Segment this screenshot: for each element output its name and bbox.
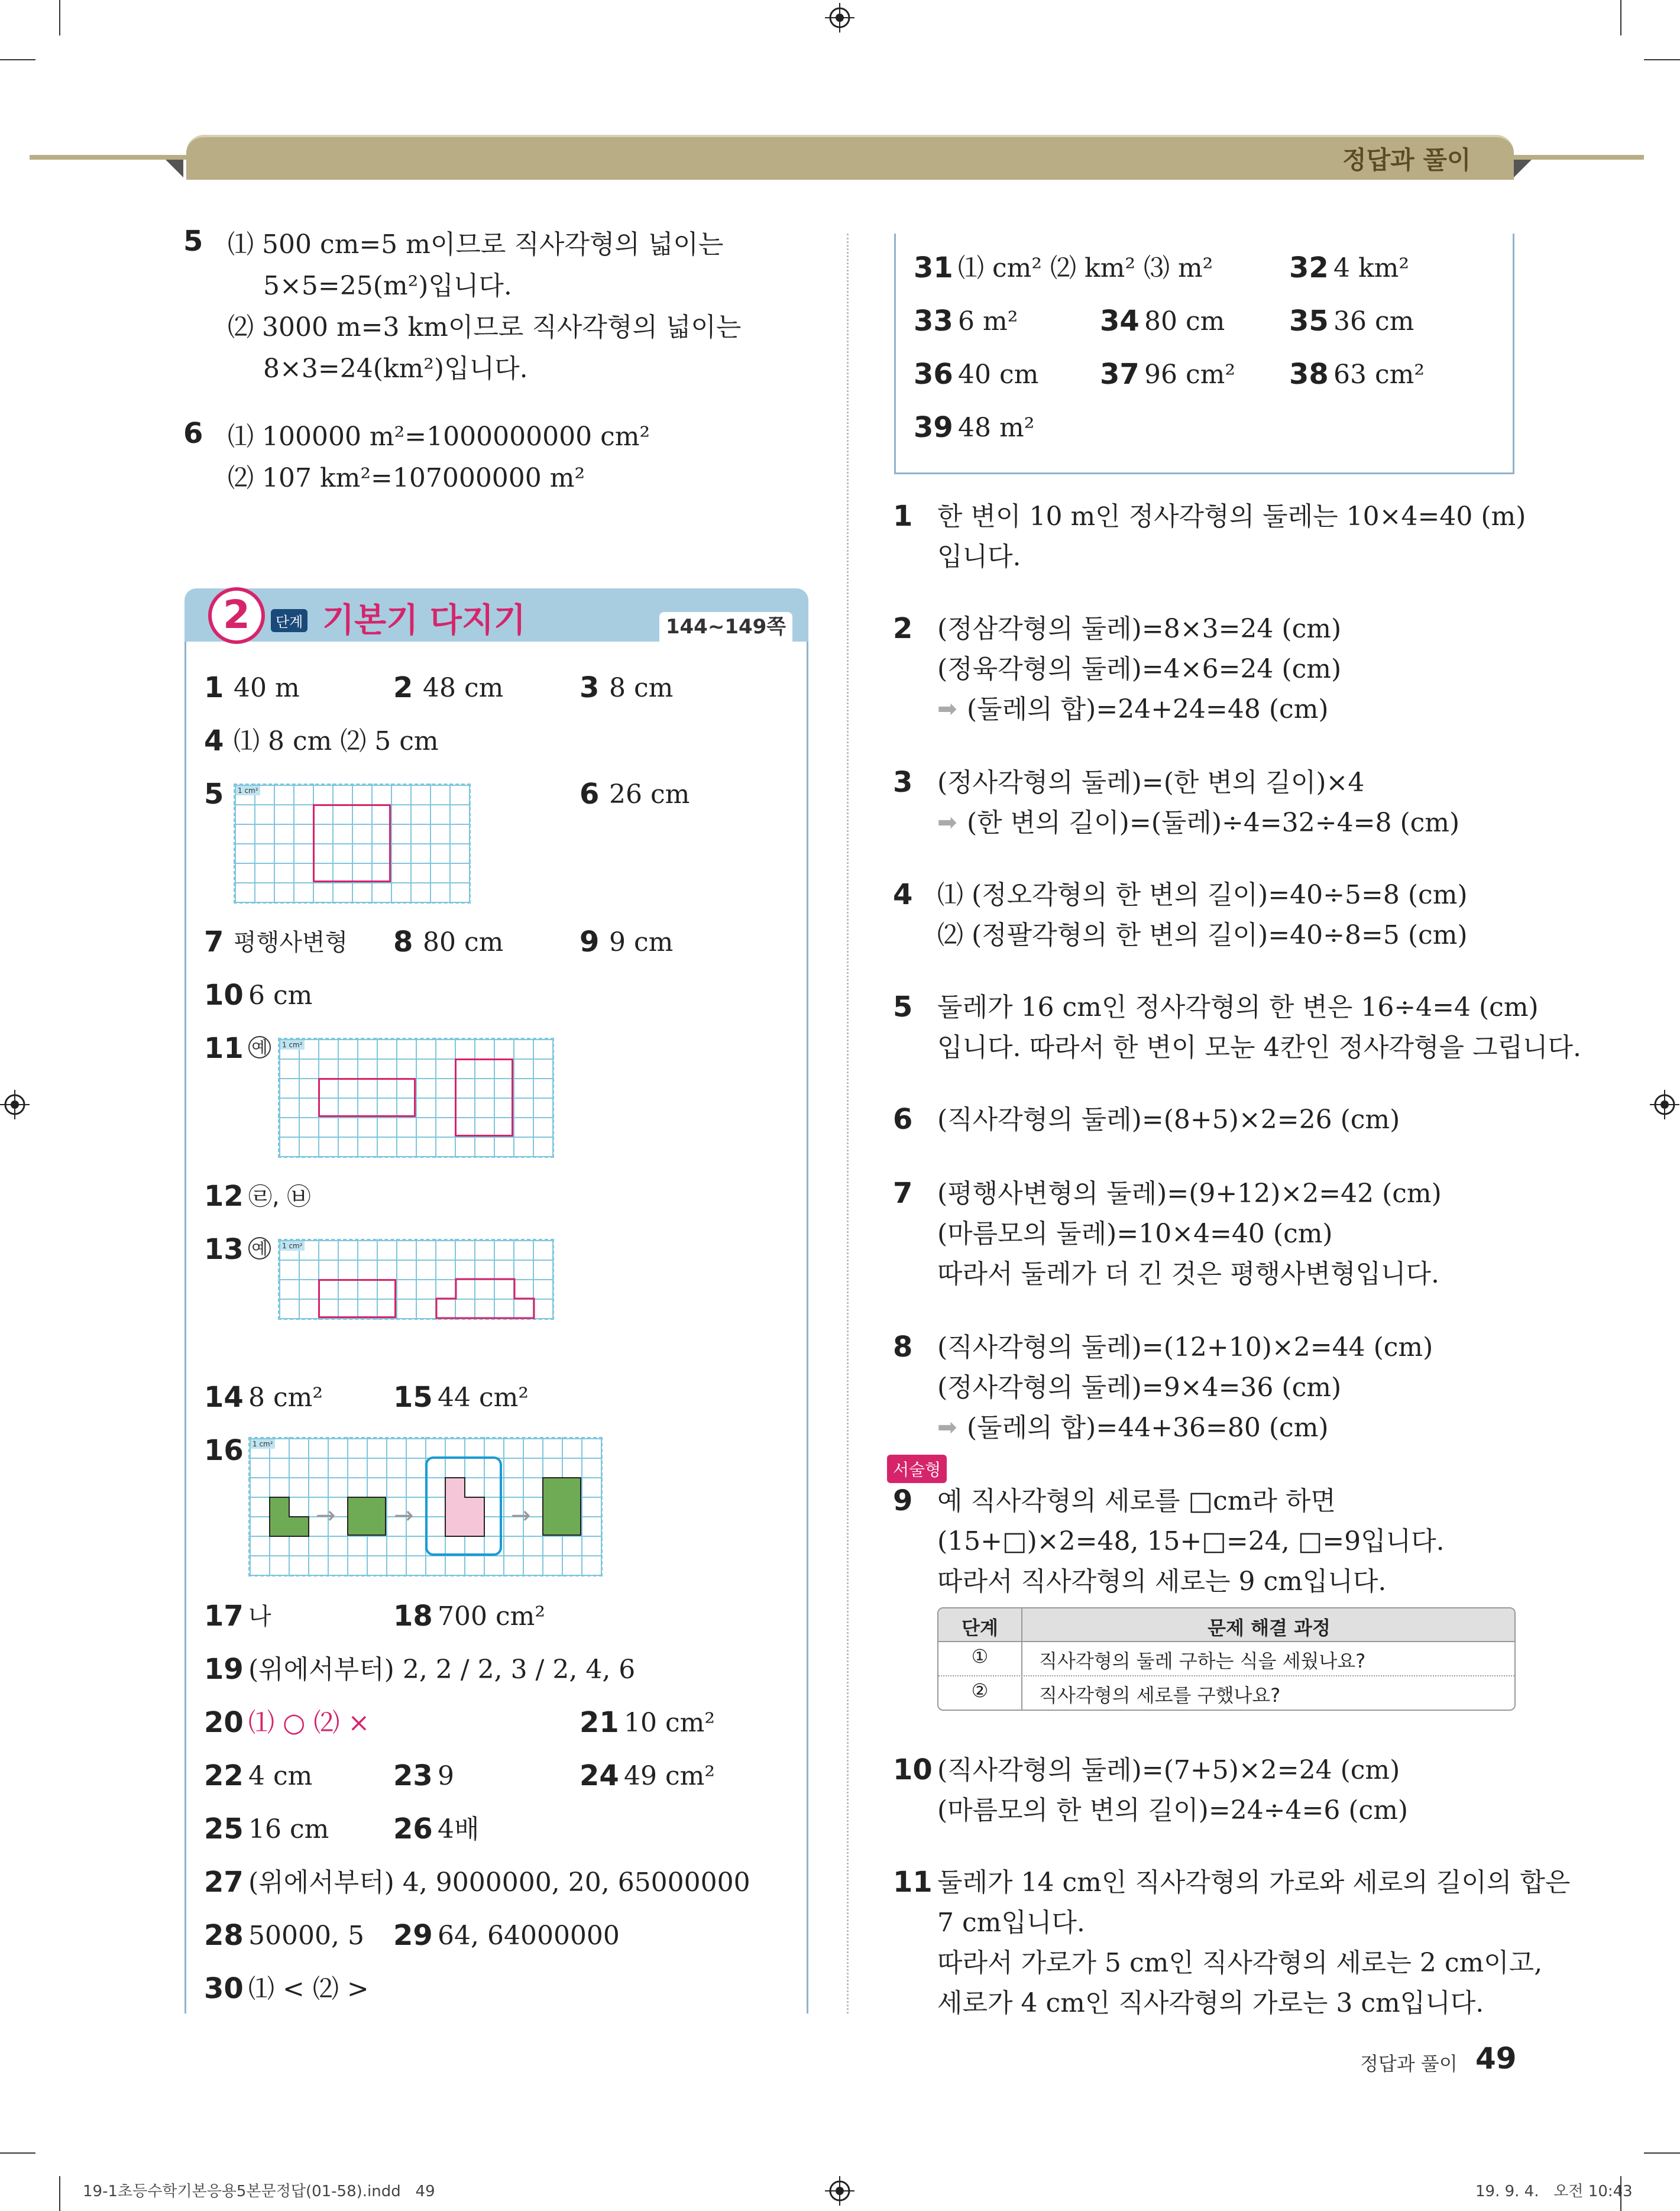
solution-number: 7 <box>893 1177 913 1210</box>
answer-number: 31 <box>914 251 953 284</box>
solution-line: ⑴ 500 cm=5 m이므로 직사각형의 넓이는 <box>228 229 724 260</box>
solution-line: (직사각형의 둘레)=(8+5)×2=26 (cm) <box>937 1105 1400 1135</box>
descriptive-tag: 서술형 <box>887 1455 947 1483</box>
answer-value: 44 cm² <box>438 1383 529 1413</box>
crop-mark <box>1644 59 1680 60</box>
answer-value: 36 cm <box>1333 306 1414 336</box>
solution-number: 10 <box>893 1753 933 1786</box>
answer-5-grid <box>234 784 471 904</box>
solution-number: 2 <box>893 612 913 645</box>
answer-number: 38 <box>1289 358 1329 391</box>
header-title: 정답과 풀이 <box>1342 145 1471 174</box>
registration-mark-icon <box>0 1090 30 1119</box>
arrow-icon: → <box>316 1502 336 1529</box>
answer-11-grid <box>278 1038 554 1158</box>
answer-number: 13 <box>204 1233 244 1266</box>
rectangle-figure <box>542 1477 581 1536</box>
answer-value: 4배 <box>438 1814 480 1844</box>
section-step-badge: 2 <box>208 587 265 644</box>
solution-line: (평행사변형의 둘레)=(9+12)×2=42 (cm) <box>937 1179 1442 1209</box>
solution-number: 3 <box>893 766 913 799</box>
answer-value: 64, 64000000 <box>438 1921 620 1951</box>
solution-number: 8 <box>893 1331 913 1364</box>
answer-number: 18 <box>393 1600 433 1633</box>
crop-mark <box>59 0 60 35</box>
solution-number: 11 <box>893 1866 933 1899</box>
answer-number: 10 <box>204 979 244 1012</box>
solution-line: 세로가 4 cm인 직사각형의 가로는 3 cm입니다. <box>937 1988 1484 2018</box>
solution-line: 입니다. 따라서 한 변이 모눈 4칸인 정사각형을 그립니다. <box>937 1032 1581 1063</box>
answer-value: 8 cm² <box>248 1383 323 1413</box>
solution-line: (정사각형의 둘레)=(한 변의 길이)×4 <box>937 768 1365 798</box>
solution-line: ⑴ (정오각형의 한 변의 길이)=40÷5=8 (cm) <box>937 880 1468 910</box>
drawn-rectangle <box>455 1058 513 1137</box>
answer-13-grid <box>278 1239 554 1320</box>
answer-value: 6 cm <box>248 980 313 1011</box>
crop-mark <box>0 59 35 60</box>
answer-value: 8 cm <box>609 673 674 703</box>
answer-number: 16 <box>204 1434 244 1467</box>
solution-line: 한 변이 10 m인 정사각형의 둘레는 10×4=40 (m) <box>937 501 1526 532</box>
answer-value: ⑴ < ⑵ > <box>248 1974 369 2004</box>
answer-value: 80 cm <box>1144 306 1225 336</box>
table-header-cell: 단계 <box>962 1617 998 1639</box>
grid-unit-badge: 1 cm² <box>236 786 260 795</box>
drawn-rectangle <box>318 1078 416 1117</box>
answer-number: 34 <box>1100 305 1140 338</box>
l-shape-figure <box>269 1497 309 1537</box>
solution-line: (마름모의 한 변의 길이)=24÷4=6 (cm) <box>937 1795 1409 1825</box>
answer-number: 23 <box>393 1759 433 1792</box>
answer-value: ㉣, ㉥ <box>248 1183 311 1210</box>
solution-line: (직사각형의 둘레)=(7+5)×2=24 (cm) <box>937 1755 1400 1785</box>
table-cell: ① <box>971 1645 989 1668</box>
crop-mark <box>1644 2152 1680 2154</box>
drawn-square <box>313 804 391 882</box>
file-info: 19-1초등수학기본응용5본문정답(01-58).indd 49 <box>83 2183 435 2200</box>
answer-number: 7 <box>204 925 224 959</box>
answer-number: 6 <box>580 778 600 811</box>
answer-number: 26 <box>393 1812 433 1846</box>
arrow-icon: → <box>511 1502 531 1529</box>
solution-line: (15+□)×2=48, 15+□=24, □=9입니다. <box>937 1526 1445 1556</box>
arrow-icon: ➡ <box>937 1414 957 1441</box>
answer-value: 16 cm <box>248 1814 329 1844</box>
solution-line: (정육각형의 둘레)=4×6=24 (cm) <box>937 654 1342 684</box>
arrow-icon: ➡ <box>937 809 957 836</box>
page-number: 49 <box>1475 2041 1517 2076</box>
header-shadow-right <box>1514 160 1532 177</box>
answer-number: 14 <box>204 1381 244 1414</box>
answer-number: 17 <box>204 1600 244 1633</box>
answer-number: 22 <box>204 1759 244 1792</box>
section-step-label: 단계 <box>271 609 307 632</box>
answer-number: 2 <box>393 671 413 704</box>
drawn-rectangle <box>318 1279 396 1318</box>
solution-line: 입니다. <box>937 542 1021 572</box>
solution-number: 9 <box>893 1484 913 1517</box>
solution-line: (직사각형의 둘레)=(12+10)×2=44 (cm) <box>937 1332 1433 1362</box>
table-cell: ② <box>971 1679 989 1702</box>
solution-line: 따라서 직사각형의 세로는 9 cm입니다. <box>937 1566 1387 1597</box>
drawn-polygon <box>435 1260 536 1320</box>
grid-unit-badge: 1 cm² <box>280 1040 305 1050</box>
solution-line: ⑵ 3000 m=3 km이므로 직사각형의 넓이는 <box>228 312 742 342</box>
solution-line: (정삼각형의 둘레)=8×3=24 (cm) <box>937 614 1342 644</box>
solution-line: 둘레가 14 cm인 직사각형의 가로와 세로의 길이의 합은 <box>937 1867 1571 1898</box>
question-number: 6 <box>183 417 203 450</box>
table-cell: 직사각형의 세로를 구했나요? <box>1039 1684 1281 1707</box>
table-cell: 직사각형의 둘레 구하는 식을 세웠나요? <box>1039 1650 1366 1672</box>
answer-value: 49 cm² <box>624 1761 715 1791</box>
section-pages: 144~149쪽 <box>659 612 792 642</box>
answer-number: 20 <box>204 1706 244 1739</box>
section-title: 기본기 다지기 <box>322 601 526 640</box>
crop-mark <box>1620 0 1621 35</box>
answer-value: (위에서부터) 2, 2 / 2, 3 / 2, 4, 6 <box>248 1655 636 1685</box>
answer-number: 28 <box>204 1919 244 1952</box>
registration-mark-icon <box>1650 1090 1679 1119</box>
answer-number: 32 <box>1289 251 1329 284</box>
square-figure <box>347 1497 386 1536</box>
grid-unit-badge: 1 cm² <box>251 1439 275 1449</box>
solution-number: 4 <box>893 878 913 911</box>
answer-value: 63 cm² <box>1333 360 1425 390</box>
answer-value: (위에서부터) 4, 9000000, 20, 65000000 <box>248 1867 750 1898</box>
answer-value: 9 cm <box>609 927 674 957</box>
example-mark: 예 <box>248 1237 271 1260</box>
scoring-table <box>937 1607 1516 1711</box>
answer-number: 35 <box>1289 305 1329 338</box>
solution-line: 예 직사각형의 세로를 □cm라 하면 <box>937 1486 1336 1516</box>
answer-value: 96 cm² <box>1144 360 1235 390</box>
answer-value: 10 cm² <box>624 1708 715 1738</box>
solution-line: (한 변의 길이)=(둘레)÷4=32÷4=8 (cm) <box>967 808 1460 838</box>
answer-number: 27 <box>204 1866 244 1899</box>
answer-value: ⑴ cm² ⑵ km² ⑶ m² <box>958 253 1213 283</box>
print-date: 19. 9. 4. 오전 10:43 <box>1475 2183 1633 2200</box>
answer-value: ⑴ 8 cm ⑵ 5 cm <box>234 726 439 756</box>
arrow-icon: ➡ <box>937 695 957 723</box>
answer-number: 30 <box>204 1972 244 2005</box>
solution-line: ⑵ (정팔각형의 한 변의 길이)=40÷8=5 (cm) <box>937 920 1468 950</box>
answer-value: 48 m² <box>958 413 1035 443</box>
solution-line: 둘레가 16 cm인 정사각형의 한 변은 16÷4=4 (cm) <box>937 992 1539 1022</box>
answer-number: 1 <box>204 671 224 704</box>
answer-value: 50000, 5 <box>248 1921 364 1951</box>
answer-number: 19 <box>204 1653 244 1686</box>
answer-number: 8 <box>393 925 413 959</box>
solution-line: (둘레의 합)=44+36=80 (cm) <box>967 1413 1329 1443</box>
solution-number: 6 <box>893 1103 913 1136</box>
answer-number: 15 <box>393 1381 433 1414</box>
solution-line: (정사각형의 둘레)=9×4=36 (cm) <box>937 1372 1342 1403</box>
solution-line: 따라서 둘레가 더 긴 것은 평행사변형입니다. <box>937 1259 1439 1289</box>
answer-16-grid <box>248 1437 603 1576</box>
solution-line: ⑵ 107 km²=107000000 m² <box>228 463 585 493</box>
answer-number: 11 <box>204 1032 244 1065</box>
answer-value: 9 <box>438 1761 454 1791</box>
grid-unit-badge: 1 cm² <box>280 1241 305 1251</box>
solution-line: ⑴ 100000 m²=1000000000 cm² <box>228 422 650 452</box>
header-tab <box>186 135 1514 180</box>
table-header-cell: 문제 해결 과정 <box>1208 1617 1331 1639</box>
answer-value: 6 m² <box>958 306 1018 336</box>
answer-number: 36 <box>914 358 953 391</box>
answer-value: 26 cm <box>609 779 690 810</box>
footer-label: 정답과 풀이 <box>1360 2053 1458 2075</box>
solution-number: 1 <box>893 500 913 533</box>
table-col-divider <box>1021 1608 1022 1711</box>
solution-line: (둘레의 합)=24+24=48 (cm) <box>967 694 1329 724</box>
answer-value: 평행사변형 <box>234 929 348 956</box>
example-mark: 예 <box>248 1036 271 1058</box>
solution-line: 5×5=25(m²)입니다. <box>263 271 512 301</box>
solution-line: 7 cm입니다. <box>937 1908 1085 1938</box>
answer-value: 80 cm <box>423 927 504 957</box>
answer-number: 29 <box>393 1919 433 1952</box>
solution-line: (마름모의 둘레)=10×4=40 (cm) <box>937 1219 1333 1249</box>
answer-number: 9 <box>580 925 600 959</box>
answer-value: 40 cm <box>958 360 1039 390</box>
registration-mark-icon <box>825 2176 854 2206</box>
answer-value: 48 cm <box>423 673 504 703</box>
answer-value: ⑴ ○ ⑵ × <box>248 1708 370 1738</box>
answer-number: 5 <box>204 778 224 811</box>
answer-number: 12 <box>204 1180 244 1213</box>
arrow-icon: → <box>394 1502 414 1529</box>
answer-number: 3 <box>580 671 600 704</box>
header-shadow-left <box>166 160 183 177</box>
question-number: 5 <box>183 225 203 258</box>
registration-mark-icon <box>825 3 854 33</box>
answer-number: 4 <box>204 724 224 757</box>
answer-value: 4 cm <box>248 1761 313 1791</box>
answer-number: 33 <box>914 305 953 338</box>
table-row-divider <box>938 1675 1514 1676</box>
solution-number: 5 <box>893 990 913 1024</box>
answer-value: 나 <box>248 1603 271 1630</box>
answer-number: 24 <box>580 1759 619 1792</box>
answer-value: 4 km² <box>1333 253 1410 283</box>
column-divider <box>847 234 849 2013</box>
answer-value: 700 cm² <box>438 1601 545 1631</box>
solution-line: 8×3=24(km²)입니다. <box>263 354 528 384</box>
answer-value: 40 m <box>234 673 300 703</box>
crop-mark <box>59 2176 60 2211</box>
crop-mark <box>0 2152 35 2154</box>
pink-figure <box>445 1477 485 1537</box>
answer-number: 39 <box>914 411 953 444</box>
answer-number: 21 <box>580 1706 619 1739</box>
answer-number: 25 <box>204 1812 244 1846</box>
solution-line: 따라서 가로가 5 cm인 직사각형의 세로는 2 cm이고, <box>937 1948 1543 1978</box>
answer-number: 37 <box>1100 358 1140 391</box>
